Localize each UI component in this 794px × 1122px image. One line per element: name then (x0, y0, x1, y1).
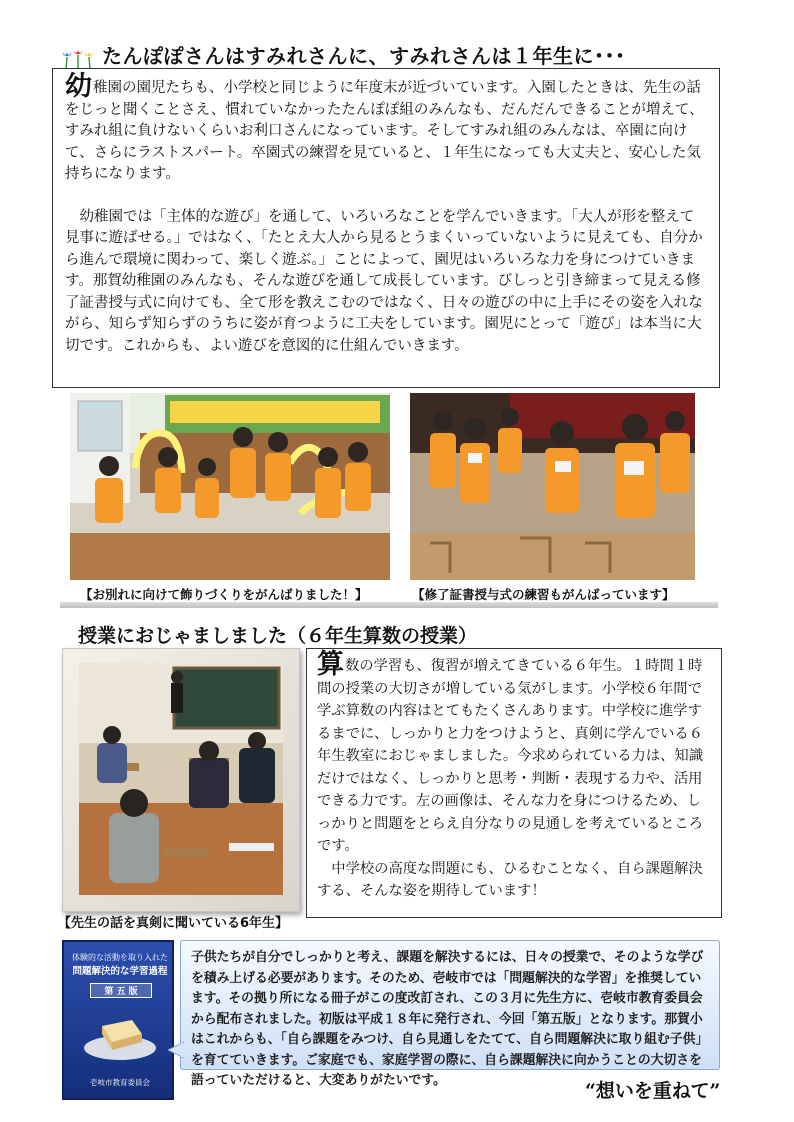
classroom-photo-illustration (70, 393, 390, 580)
caption-decoration-making: 【お別れに向けて飾りづくりをがんばりました！】 (80, 587, 368, 602)
photo-math-class (79, 663, 283, 895)
caption-math-class: 【先生の話を真剣に聞いている6年生】 (58, 916, 289, 931)
kindergarten-para2: 幼稚園では「主体的な遊び」を通して、いろいろなことを学んでいきます。「大人が形を整えて見事に遊ばせる。」ではなく、「たとえ大人から見るとうまくいっていないように見えても、自分から進んで環境に関わって、楽しく遊ぶ。」ことによって、園児はいろいろな力を身につけていきます。那賀幼稚園のみんなも、そんな遊びを通して成長しています。びしっと引き締まって見える修了証書授与式に向けても、全て形を教えこむのではなく、日々の遊びの中に上手にその姿を入れながら、知らず知らずのうちに姿が育つように工夫をしています。園児にとって「遊び」は本当に大切です。これからも、よい遊びを意図的に仕組んでいきます。 (65, 208, 703, 354)
booklet-title-line2: 問題解決的な学習過程 (72, 966, 168, 977)
booklet-text: 子供たちが自分でしっかりと考え、課題を解決するには、日々の授業で、そのような学びを積み上げる必要があります。そのため、壱岐市では「問題解決的な学習」を推奨しています。その拠り所になる冊子がこの度改訂され、この３月に先生方に、壱岐市教育委員会から配布されました。初版は平成１８年に発行され、今回「第五版」となります。那賀小はこれからも、「自ら課題をみつけ、自ら見通しをたてて、自ら問題解決に取り組む子供」を育てていきます。ご家庭でも、家庭学習の際に、自ら課題解決に向かうことの大切さを語っていただけると、大変ありがたいです。 (191, 950, 709, 1088)
photo-ceremony-practice (410, 393, 695, 580)
section-divider (60, 602, 718, 608)
hall-photo-illustration (410, 393, 695, 580)
speech-bubble-tail-icon (168, 1040, 184, 1060)
dropcap-kindergarten: 幼 (65, 71, 92, 102)
tulip-flowers-icon (58, 47, 98, 69)
booklet-cover (62, 940, 174, 1100)
kindergarten-para1 (65, 71, 707, 186)
section1-title: たんぽぽさんはすみれさんに、すみれさんは１年生に･･･ (102, 44, 626, 68)
section1-title-row (58, 40, 626, 69)
booklet-speech-bubble (180, 940, 720, 1088)
booklet-edition: 第 五 版 (90, 983, 152, 998)
caption-ceremony-practice: 【修了証書授与式の練習もがんばっています】 (412, 587, 675, 602)
kindergarten-para1-text: 稚園の園児たちも、小学校と同じように年度末が近づいています。入園したときは、先生の話をじっと聞くことさえ、慣れていなかったたんぽぽ組のみんなも、だんだんできることが増えて、すみれ組に負けないくらいお利口さんになっています。そしてすみれ組のみんなは、卒園に向けて、さらにラストスパート。卒園式の練習を見ていると、１年生になっても大丈夫と、安心した気持ちになります。 (65, 80, 704, 182)
signature: “想いを重ねて” (585, 1080, 721, 1102)
booklet-publisher: 壱岐市教育委員会 (90, 1078, 150, 1087)
dropcap-math: 算 (317, 649, 344, 680)
photo-decoration-making (70, 393, 390, 580)
booklet-title-line1: 体験的な活動を取り入れた (72, 953, 168, 962)
section2-title: 授業におじゃましました（６年生算数の授業） (78, 625, 478, 647)
math-class-illustration (79, 663, 283, 895)
math-para2: 中学校の高度な問題にも、ひるむことなく、自ら課題解決する、そんな姿を期待しています！ (317, 860, 703, 899)
book-cover-image-icon (80, 1004, 160, 1064)
math-para1-text: 数の学習も、復習が増えてきている６年生。１時間１時間の授業の大切さが増している気がします。小学校６年間で学ぶ算数の内容はとてもたくさんあります。中学校に進学するまでに、しっかりと力をつけようと、真剣に学んでいる６年生教室におじゃましました。今求められている力は、知識だけではなく、しっかりと思考・判断・表現する力や、活用できる力です。左の画像は、そんな力を身につけるため、しっかりと問題をとらえ自分なりの見通しを考えているところです。 (317, 658, 704, 854)
math-class-article-box (306, 648, 722, 918)
math-para1 (317, 649, 713, 858)
classroom-photo-frame (62, 648, 300, 912)
kindergarten-article-box (52, 68, 720, 388)
